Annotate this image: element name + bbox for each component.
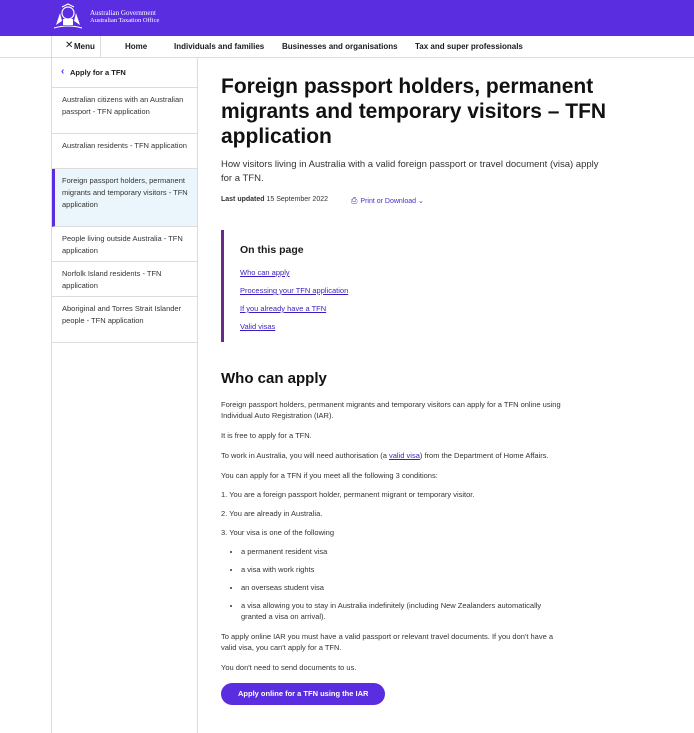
- nav-home[interactable]: Home: [125, 42, 148, 51]
- nav-businesses[interactable]: Businesses and organisations: [282, 42, 398, 51]
- list-item: • a visa allowing you to stay in Australia indefinitely (including New Zealanders automatically granted a visa on arrival).: [241, 600, 566, 622]
- sidebar-item-australian-citizens[interactable]: Australian citizens with an Australian passport - TFN application: [52, 88, 197, 134]
- nav-tax-professionals[interactable]: Tax and super professionals: [415, 42, 523, 51]
- paragraph: To apply online IAR you must have a valid passport or relevant travel documents. If you don't have a valid visa, you can't apply for a TFN.: [221, 632, 554, 652]
- list-item: • a permanent resident visa: [241, 546, 566, 557]
- last-updated-value: 15 September 2022: [266, 196, 329, 203]
- gov-header-bar: [0, 0, 694, 36]
- sidebar-item-aboriginal-torres-strait[interactable]: Aboriginal and Torres Strait Islander people - TFN application: [52, 297, 197, 343]
- apply-online-button[interactable]: Apply online for a TFN using the IAR: [221, 683, 385, 705]
- list-item: 1. You are a foreign passport holder, permanent migrant or temporary visitor.: [221, 490, 475, 499]
- otp-link-who-can-apply[interactable]: Who can apply: [240, 268, 290, 277]
- otp-link-valid-visas[interactable]: Valid visas: [240, 322, 276, 331]
- printer-icon: ⎙: [351, 196, 358, 205]
- menu-label: Menu: [74, 42, 95, 51]
- page-title: Foreign passport holders, permanent migrants and temporary visitors – TFN application: [221, 75, 607, 148]
- paragraph: It is free to apply for a TFN.: [221, 431, 312, 440]
- list-item: • an overseas student visa: [241, 582, 566, 593]
- chevron-left-icon: ‹: [61, 66, 65, 77]
- main-nav: [0, 36, 694, 58]
- on-this-page-box: [221, 230, 621, 342]
- otp-link-processing[interactable]: Processing your TFN application: [240, 286, 349, 295]
- sidebar-back-link[interactable]: [52, 58, 197, 88]
- conditions-list: [221, 489, 566, 538]
- paragraph: You don't need to send documents to us.: [221, 663, 357, 672]
- on-this-page-heading: On this page: [240, 244, 304, 256]
- sidebar: [51, 58, 198, 733]
- paragraph-work-authorisation: To work in Australia, you will need authorisation (a valid visa) from the Department of Home Affairs.: [221, 451, 549, 460]
- coat-of-arms-icon[interactable]: [50, 3, 86, 31]
- chevron-down-icon: ⌄: [418, 198, 424, 205]
- main-content: [221, 58, 621, 705]
- print-label: Print or Download: [360, 198, 417, 205]
- section-heading-who-can-apply: Who can apply: [221, 370, 327, 387]
- gov-line-2: Australian Taxation Office: [90, 17, 160, 24]
- list-item: • a visa with work rights: [241, 564, 566, 575]
- page-meta: [221, 196, 621, 210]
- close-icon: ✕: [65, 40, 74, 51]
- sidebar-item-australian-residents[interactable]: Australian residents - TFN application: [52, 134, 197, 169]
- paragraph: You can apply for a TFN if you meet all the following 3 conditions:: [221, 471, 438, 480]
- nav-individuals[interactable]: Individuals and families: [174, 42, 265, 51]
- print-download-button[interactable]: [351, 196, 424, 206]
- sidebar-item-foreign-passport-holders[interactable]: Foreign passport holders, permanent migrants and temporary visitors - TFN application: [52, 169, 197, 227]
- paragraph: Foreign passport holders, permanent migrants and temporary visitors can apply for a TFN online using Individual Auto Registration (IAR).: [221, 400, 561, 420]
- gov-logo-text[interactable]: [90, 9, 159, 25]
- gov-line-1: Australian Government: [90, 9, 156, 17]
- sidebar-back-label: Apply for a TFN: [70, 68, 126, 77]
- section-body: [221, 399, 566, 673]
- otp-link-already-have-tfn[interactable]: If you already have a TFN: [240, 304, 327, 313]
- valid-visa-link[interactable]: valid visa: [389, 451, 420, 460]
- sidebar-item-people-outside-australia[interactable]: People living outside Australia - TFN application: [52, 227, 197, 262]
- last-updated-label: Last updated: [221, 196, 265, 203]
- sidebar-item-norfolk-island[interactable]: Norfolk Island residents - TFN application: [52, 262, 197, 297]
- list-item: 3. Your visa is one of the following: [221, 528, 334, 537]
- page-subtitle: How visitors living in Australia with a valid foreign passport or travel document (visa) apply for a TFN.: [221, 159, 599, 184]
- menu-button[interactable]: [51, 36, 101, 58]
- visa-types-list: [221, 546, 566, 622]
- list-item: 2. You are already in Australia.: [221, 509, 323, 518]
